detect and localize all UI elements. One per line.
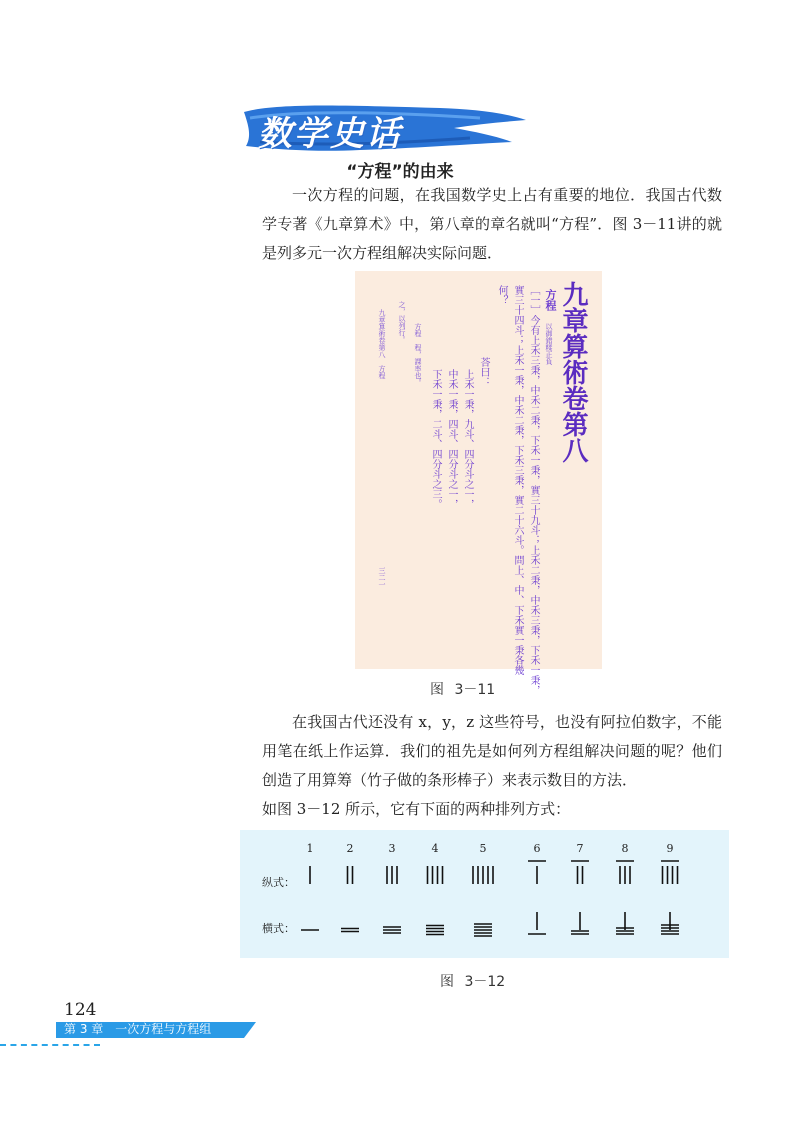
- digit-label: 6: [533, 842, 541, 855]
- paragraph-text: 在我国古代还没有 x，y，z 这些符号，也没有阿拉伯数字，不能用笔在纸上作运算．我们的祖先是如何列方程组解决问题的呢？他们创造了用算筹（竹子做的条形棒子）来表示数目的方法．: [262, 713, 722, 789]
- scan-line: 上禾一秉，九斗、四分斗之一，: [462, 369, 473, 509]
- scan-small-line: 九章算術卷第八 方程: [378, 309, 386, 379]
- vertical-form-label: 纵式：: [262, 876, 295, 889]
- article-title: “方程”的由来: [346, 162, 454, 182]
- scan-line: 何？: [496, 285, 507, 305]
- horizontal-form-label: 横式：: [262, 922, 295, 935]
- digit-label: 2: [346, 842, 354, 855]
- digit-label: 1: [306, 842, 314, 855]
- page-number: 124: [64, 1000, 97, 1020]
- banner-title: 数学史话: [258, 114, 402, 154]
- scan-line: 中禾一秉，四斗、四分斗之一，: [446, 369, 457, 509]
- scan-note: 以御錯糅正負: [545, 323, 553, 365]
- scan-folio: 三二一: [378, 567, 386, 588]
- digit-label: 5: [479, 842, 487, 855]
- figure-3-12-counting-rods: [240, 830, 729, 958]
- scan-line: 荅曰：: [478, 357, 489, 387]
- paragraph-rods: [262, 708, 722, 824]
- figure-3-12-caption: 图 3－12: [440, 974, 506, 990]
- scan-heading: 九章算術卷第八: [558, 281, 588, 463]
- footer-dotted-rule: [0, 1044, 100, 1046]
- chapter-label: 第 3 章 一次方程与方程组: [64, 1022, 212, 1036]
- digit-label: 7: [576, 842, 584, 855]
- digit-label: 3: [388, 842, 396, 855]
- scan-small-line: 方程 程，課率也。: [414, 323, 422, 386]
- paragraph-text: 如图 3－12 所示，它有下面的两种排列方式：: [262, 800, 571, 818]
- digit-label: 8: [621, 842, 629, 855]
- scan-small-line: 之，以列行。: [398, 301, 406, 343]
- digit-label: 9: [666, 842, 674, 855]
- section-banner: [240, 98, 530, 160]
- scan-line: 下禾一秉，二斗、四分斗之三。: [430, 369, 441, 509]
- digit-label: 4: [431, 842, 439, 855]
- paragraph-intro: [262, 181, 722, 268]
- scan-subheading: 方程: [544, 289, 557, 311]
- figure-3-11-caption: 图 3－11: [430, 682, 496, 698]
- paragraph-text: 一次方程的问题，在我国数学史上占有重要的地位．我国古代数学专著《九章算术》中，第八章的章名就叫“方程”．图 3－11讲的就是列多元一次方程组解决实际问题．: [262, 186, 722, 262]
- scan-line: 實三十四斗；上禾一秉，中禾二秉，下禾三秉，實二十六斗。問上、中、下禾實一秉各幾: [512, 285, 523, 675]
- scan-line: ［一］今有上禾三秉，中禾二秉，下禾一秉，實三十九斗；上禾二秉，中禾三秉，下禾一秉，: [528, 285, 539, 695]
